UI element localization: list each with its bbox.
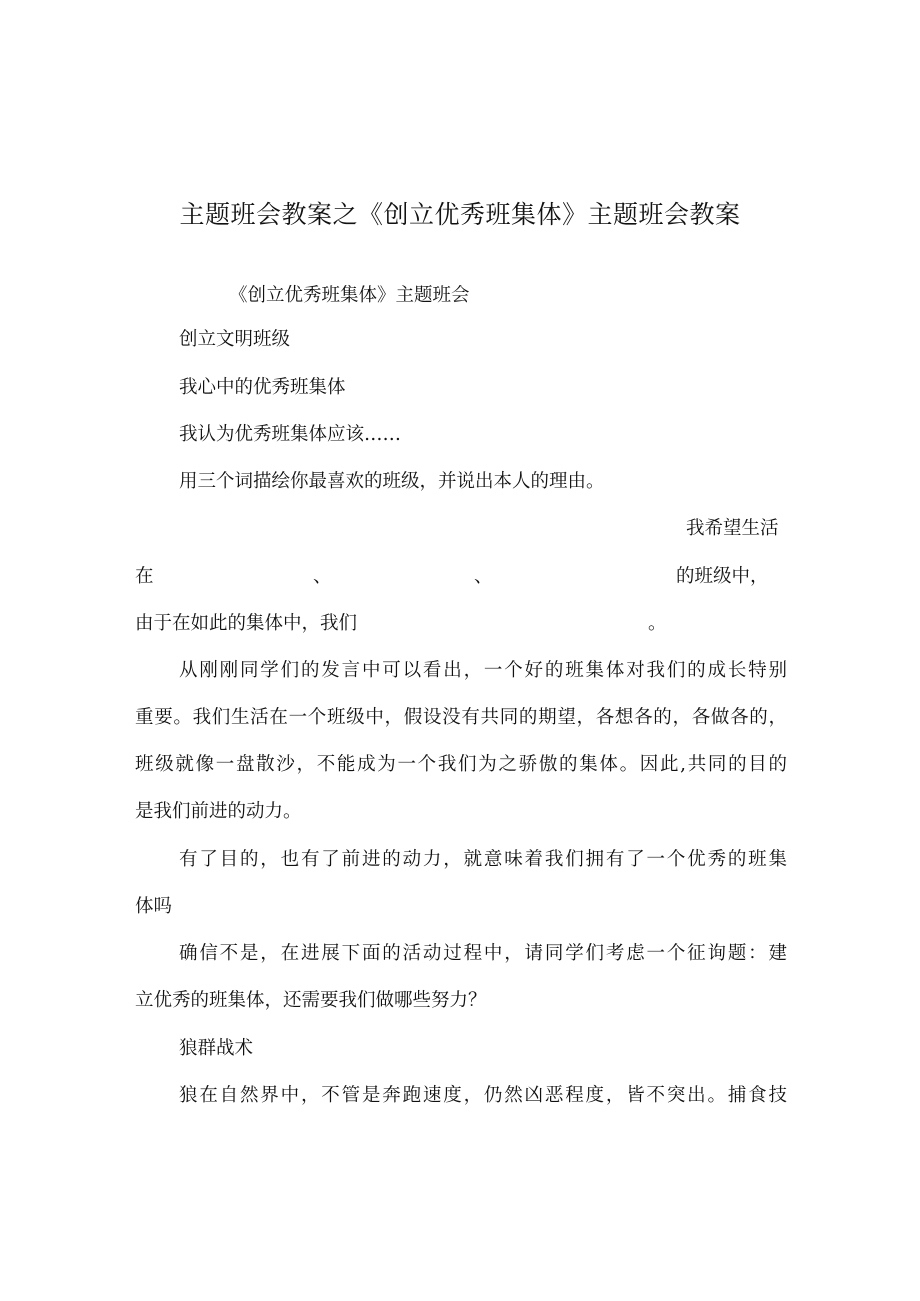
fill-in-class-end: 的班级中， — [676, 566, 769, 587]
fill-in-comma-2: 、 — [474, 566, 493, 587]
fill-in-reason: 由于在如此的集体中，我们 — [135, 613, 358, 634]
wolf-heading: 狼群战术 — [179, 1038, 254, 1059]
fill-in-period: 。 — [648, 613, 667, 634]
item-line-1: 创立文明班级 — [179, 329, 291, 350]
item-line-3: 我认为优秀班集体应该…… — [179, 424, 402, 445]
item-line-4: 用三个词描绘你最喜欢的班级，并说出本人的理由。 — [179, 471, 605, 492]
item-line-2: 我心中的优秀班集体 — [179, 377, 346, 398]
subtitle: 《创立优秀班集体》主题班会 — [229, 285, 470, 306]
paragraph-1-line-3: 班级就像一盘散沙，不能成为一个我们为之骄傲的集体。因此,共同的目的 — [135, 754, 787, 775]
document-title: 主题班会教案之《创立优秀班集体》主题班会教案 — [179, 200, 741, 229]
paragraph-2-line-2: 体吗 — [135, 896, 173, 917]
paragraph-1-line-4: 是我们前进的动力。 — [135, 801, 302, 822]
fill-in-at: 在 — [135, 566, 154, 587]
fill-in-comma-1: 、 — [313, 566, 332, 587]
fill-in-lead: 我希望生活 — [686, 518, 779, 539]
paragraph-3-line-2: 立优秀的班集体，还需要我们做哪些努力？ — [135, 990, 487, 1011]
paragraph-4-line-1: 狼在自然界中，不管是奔跑速度，仍然凶恶程度，皆不突出。捕食技 — [179, 1085, 787, 1106]
paragraph-2-line-1: 有了目的，也有了前进的动力，就意味着我们拥有了一个优秀的班集 — [179, 849, 787, 870]
paragraph-1-line-1: 从刚刚同学们的发言中可以看出，一个好的班集体对我们的成长特别 — [179, 660, 787, 681]
paragraph-3-line-1: 确信不是，在进展下面的活动过程中，请同学们考虑一个征询题：建 — [179, 943, 787, 964]
paragraph-1-line-2: 重要。我们生活在一个班级中，假设没有共同的期望，各想各的，各做各的， — [135, 707, 787, 728]
